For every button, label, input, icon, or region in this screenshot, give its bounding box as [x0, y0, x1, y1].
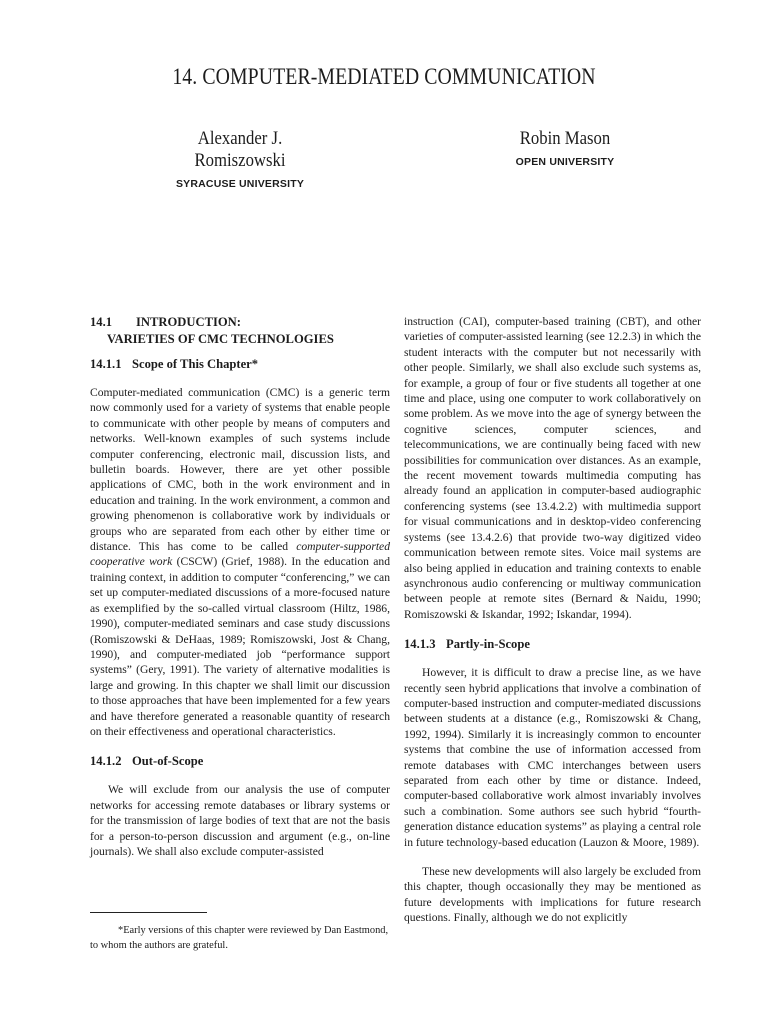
paragraph-continued: instruction (CAI), computer-based training (CBT), and other varieties of computer-assisted learning (see 12.2.3) in which the student interacts with the computer but not necessarily with other people. Similarly, we shall also exclude such systems as, for example, a group of four or five students all together at one time and place, using one computer to work collaboratively on some problem. As we move into the age of synergy between the cognitive sciences, computer sciences, and telecommunications, we are continually being faced with new possibilities for communication over distances. As an example, the recent movement towards multimedia computing has already found an application in computer-based audiographic conferencing systems (see 13.4.2.2) with multimedia support for visual communications and in desktop-video conferencing systems (see 13.4.2.6) that provide two-way digitized video communication between remote sites. Voice mail systems are also being applied in education and training contexts to enable asynchronous audio conferencing or multiway communication between people at remote sites (Bernard & Naidu, 1990; Romiszowski & Iskandar, 1992; Iskandar, 1994).	[404, 315, 701, 621]
subsection-heading-14-1-1	[90, 356, 390, 373]
section-number: 14.1	[90, 315, 113, 329]
author-name: Alexander J. Romiszowski	[194, 128, 286, 171]
subsection-title: Scope of This Chapter*	[132, 357, 259, 371]
author-block-1	[140, 128, 340, 190]
subsection-number: 14.1.2	[90, 754, 122, 769]
italic-term: computer-supported cooperative work	[90, 540, 390, 569]
section-title-line-1: INTRODUCTION:	[136, 315, 241, 329]
paragraph-partly-in-scope: However, it is difficult to draw a precise line, as we have recently seen hybrid applications that involve a combination of computer-based instruction and computer-mediated discussions between students at a distance (e.g., Romiszowski & Chang, 1992, 1994). Similarly it is increasingly common to encounter systems that combine the use of information accessed from remote databases with CMC interchanges between users separated from each other by time or distance. Indeed, computer-based collaborative work almost invariably involves such a combination. Some authors see such hybrid “fourth-generation distance education systems” as playing a central role in future technology-based education (Lauzon & Moore, 1989).	[404, 666, 701, 849]
paragraph-text: (CSCW) (Grief, 1988). In the education and training context, in addition to computer “conferencing,” we can set up computer-mediated discussions of a more-focused nature as exemplified by the so-called virtual classroom (Hiltz, 1986, 1990), computer-mediated seminars and case study discussions (Romiszowski & DeHaas, 1989; Romiszowski, Jost & Chang, 1990), and computer-mediated job “performance support systems” (Gery, 1991). The variety of alternative modalities is large and growing. In this chapter we shall limit our discussion to those approaches that have been implemented for a few years and have therefore generated a reasonable quantity of research on their effectiveness and operational characteristics.	[90, 555, 391, 738]
right-column	[404, 314, 701, 940]
author-affiliation: SYRACUSE UNIVERSITY	[175, 178, 305, 190]
subsection-heading-14-1-2	[90, 753, 390, 770]
author-name: Robin Mason	[519, 128, 611, 149]
paragraph-new-developments: These new developments will also largely be excluded from this chapter, though occasionally they may be mentioned as future developments with implications for future research questions. Finally, although we do not explicitly	[404, 865, 701, 925]
paragraph-scope	[90, 385, 390, 739]
author-affiliation: OPEN UNIVERSITY	[515, 156, 615, 168]
author-block-2	[465, 128, 665, 168]
footnote: *Early versions of this chapter were reviewed by Dan Eastmond, to whom the authors are grateful.	[90, 925, 389, 952]
subsection-title: Out-of-Scope	[132, 754, 204, 769]
chapter-title: 14. COMPUTER-MEDIATED COMMUNICATION	[172, 64, 596, 89]
footnote-divider	[90, 912, 207, 913]
paragraph-out-of-scope: We will exclude from our analysis the use of computer networks for accessing remote databases or library systems or for the transmission of large bodies of text that are not the basis for a person-to-person discussion and argument (e.g., on-line journals). We shall also exclude computer-assisted	[90, 783, 390, 858]
subsection-number: 14.1.1	[90, 357, 122, 371]
section-heading-14-1	[90, 314, 390, 348]
subsection-title: Partly-in-Scope	[446, 637, 530, 652]
section-title-line-2: VARIETIES OF CMC TECHNOLOGIES	[107, 332, 334, 346]
paragraph-text: Computer-mediated communication (CMC) is a generic term now commonly used for a variety of systems that enable people to communicate with other people by means of computers and networks. Well-known examples of such systems include computer conferencing, electronic mail, discussion lists, and bulletin boards. However, there are yet other possible applications of CMC, both in the work environment and in education and training. In the work environment, a common and growing phenomenon is collaborative work by individuals or groups who are separated from each other by either time or distance. This has come to be called	[90, 386, 390, 554]
subsection-heading-14-1-3	[404, 636, 701, 653]
subsection-number: 14.1.3	[404, 637, 436, 652]
left-column	[90, 314, 390, 873]
